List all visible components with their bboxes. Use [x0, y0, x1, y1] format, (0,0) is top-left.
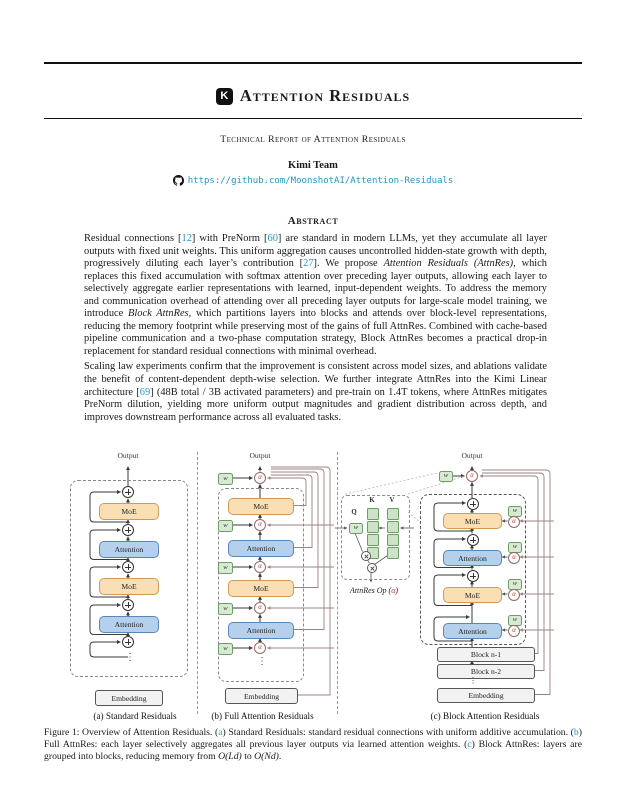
subcaption-c: (c) Block Attention Residuals [430, 711, 540, 721]
weight-chip: w [218, 603, 233, 615]
paper-title: Attention Residuals [239, 86, 411, 105]
vertical-dots: ⋮ [125, 652, 135, 663]
add-node [467, 498, 479, 510]
paper-subtitle: Technical Report of Attention Residuals [220, 134, 406, 145]
embedding-block: Embedding [225, 688, 298, 704]
alpha-node: α [508, 552, 520, 564]
embedding-block: Embedding [95, 690, 163, 706]
weight-chip: w [218, 643, 233, 655]
repo-link[interactable]: https://github.com/MoonshotAI/Attention-Residuals [187, 175, 454, 186]
v-cell [387, 534, 399, 546]
weight-chip: w [508, 579, 522, 590]
add-node [467, 534, 479, 546]
attention-block: Attention [443, 550, 502, 566]
k-label: K [369, 497, 375, 504]
attention-block: Attention [228, 540, 294, 557]
alpha-node: α [254, 561, 266, 573]
vertical-dots: ⋮ [257, 656, 267, 667]
alpha-node: α [254, 519, 266, 531]
k-cell [367, 508, 379, 520]
title-bottom-rule [44, 118, 582, 119]
moe-block: MoE [99, 503, 159, 520]
kimi-logo-icon [216, 88, 233, 105]
weight-chip: w [218, 520, 233, 532]
attnres-op-label: AttnRes Op (α) [349, 586, 399, 595]
weight-chip: w [508, 615, 522, 626]
moe-block: MoE [443, 513, 502, 529]
attention-block: Attention [99, 541, 159, 558]
abstract-paragraph-1: Residual connections [12] with PreNorm [60] are standard in modern LLMs, yet they accumulate all layer outputs with fixed unit weights. This uniform aggregation causes uncontrolled hidden-state growth with depth, progressively diluting each layer’s contribution [27]. We propose Attention Residuals (AttnRes), which replaces this fixed accumulation with softmax attention over preceding layer outputs, allowing each layer to selectively aggregate earlier representations with learned, input-dependent weights. To address the memory and communication overhead of attending over all preceding layer outputs for large-scale model training, we introduce Block AttnRes, which partitions layers into blocks and attends over block-level representations, reducing the memory footprint while preserving most of the gains of full AttnRes. Combined with cache-based pipeline communication and a two-phase computation strategy, Block AttnRes becomes a practical drop-in replacement for standard residual connections with minimal overhead. [84, 233, 548, 357]
alpha-node: α [466, 470, 478, 482]
subcaption-a: (a) Standard Residuals [93, 711, 177, 721]
weight-chip: w [439, 471, 453, 482]
alpha-node: α [254, 472, 266, 484]
add-node [122, 636, 134, 648]
author-name: Kimi Team [288, 160, 338, 171]
subcaption-b: (b) Full Attention Residuals [211, 711, 314, 721]
attention-block: Attention [443, 623, 502, 639]
weight-chip: w [218, 473, 233, 485]
embedding-block: Embedding [437, 688, 535, 703]
k-cell [367, 521, 379, 533]
top-rule [44, 62, 582, 64]
abstract-paragraph-2: Scaling law experiments confirm that the improvement is consistent across model sizes, and ablations validate the benefit of content-dependent depth-wise selection. We further integrate AttnRes into the Kimi Linear architecture [69] (48B total / 3B activated parameters) and pre-train on 1.4T tokens, where AttnRes mitigates PreNorm dilution, yielding more uniform output magnitudes and gradient distribution across depth, and improves downstream performance across all evaluated tasks. [84, 361, 547, 423]
output-label-b: Output [249, 451, 271, 460]
attention-block: Attention [99, 616, 159, 633]
v-label: V [389, 497, 395, 504]
alpha-node: α [254, 602, 266, 614]
weight-chip: w [349, 523, 363, 534]
v-cell [387, 521, 399, 533]
block-n-2: Block n-2 [437, 664, 535, 679]
moe-block: MoE [228, 498, 294, 515]
figure-caption: Figure 1: Overview of Attention Residuals. (a) Standard Residuals: standard residual connections with uniform additive accumulation. (b) Full AttnRes: each layer selectively aggregates all previous layer outputs via learned attention weights. (c) Block AttnRes: layers are grouped into blocks, reducing memory from O(Ld) to O(Nd). [44, 727, 582, 763]
attention-block: Attention [228, 622, 294, 639]
repo-link-row [0, 175, 626, 186]
v-cell [387, 547, 399, 559]
add-node [122, 524, 134, 536]
panel-separator-ab [197, 452, 198, 714]
moe-block: MoE [228, 580, 294, 597]
add-node [467, 570, 479, 582]
panel-separator-bc [337, 452, 338, 714]
output-label-c: Output [461, 451, 483, 460]
moe-block: MoE [99, 578, 159, 595]
q-label: Q [351, 509, 357, 516]
weight-chip: w [218, 562, 233, 574]
alpha-node: α [508, 516, 520, 528]
abstract-body [84, 233, 547, 427]
output-label-a: Output [117, 451, 139, 460]
block-n-1: Block n-1 [437, 647, 535, 662]
paper-title-row [0, 86, 626, 106]
add-node [122, 599, 134, 611]
github-icon [173, 175, 184, 186]
weight-chip: w [508, 506, 522, 517]
add-node [122, 561, 134, 573]
abstract-heading: Abstract [287, 215, 339, 227]
multiply-node [361, 551, 371, 561]
kimi-logo-letter: K [220, 89, 229, 102]
add-node [122, 486, 134, 498]
moe-block: MoE [443, 587, 502, 603]
alpha-node: α [508, 589, 520, 601]
alpha-node: α [508, 625, 520, 637]
k-cell [367, 534, 379, 546]
figure-1 [40, 450, 586, 726]
multiply-node [367, 563, 377, 573]
v-cell [387, 508, 399, 520]
v-cells [387, 508, 399, 559]
alpha-node: α [254, 642, 266, 654]
weight-chip: w [508, 542, 522, 553]
vertical-dots: ⋮ [469, 676, 477, 685]
